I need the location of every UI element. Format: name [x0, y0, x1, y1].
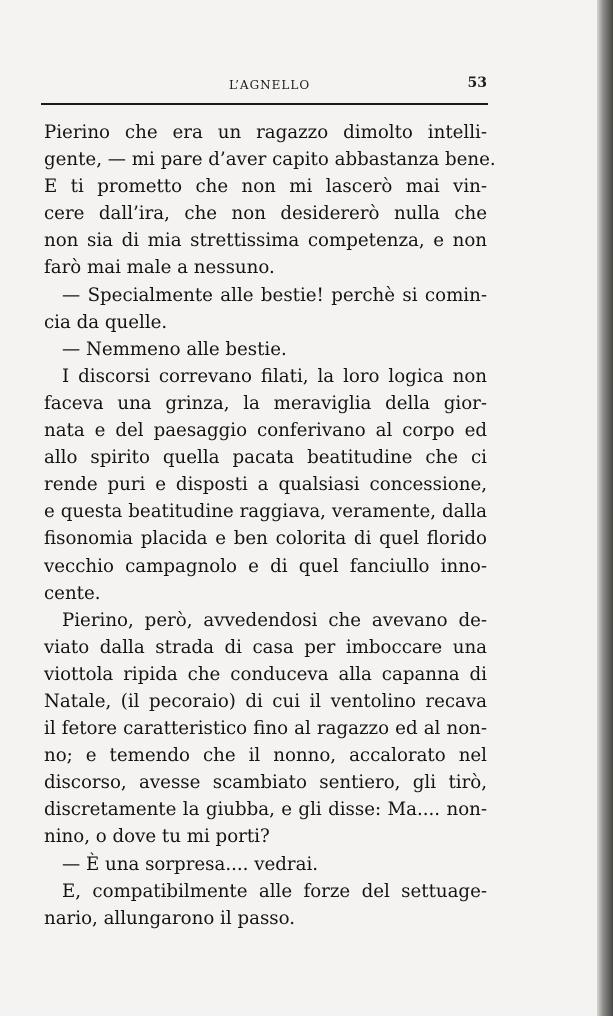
text-line: E ti prometto che non mi lascerò mai vin- — [44, 176, 487, 198]
text-line: allo spirito quella pacata beatitudine che ci — [44, 447, 487, 469]
text-line: viato dalla strada di casa per imboccare una — [44, 636, 487, 658]
header-rule — [41, 103, 488, 105]
text-line: E, compatibilmente alle forze del settuage- — [62, 880, 487, 902]
text-line: cente. — [44, 582, 101, 604]
text-line: gente, — mi pare d’aver capito abbastanza bene. — [44, 149, 496, 171]
text-line: e questa beatitudine raggiava, veramente, dalla — [44, 501, 487, 523]
text-line: viottola ripida che conduceva alla capanna di — [44, 663, 487, 685]
text-line: vecchio campagnolo e di quel fanciullo inno- — [44, 555, 487, 577]
text-line: — Nemmeno alle bestie. — [62, 338, 287, 360]
text-line: Natale, (il pecoraio) di cui il ventolino recava — [44, 690, 487, 712]
text-line: — È una sorpresa.... vedrai. — [62, 853, 319, 875]
text-line: discretamente la giubba, e gli disse: Ma.... non- — [44, 799, 487, 821]
text-line: fisonomia placida e ben colorita di quel florido — [44, 528, 487, 550]
text-line: discorso, avesse scambiato sentiero, gli tirò, — [44, 772, 487, 794]
text-line: farò mai male a nessuno. — [44, 257, 275, 279]
page-number: 53 — [467, 75, 487, 91]
text-line: non sia di mia strettissima competenza, e non — [44, 230, 487, 252]
text-line: Pierino che era un ragazzo dimolto intelli- — [44, 122, 487, 143]
text-line: il fetore caratteristico fino al ragazzo ed al non- — [44, 718, 487, 740]
page-header — [44, 66, 487, 96]
page-gutter-edge — [597, 0, 613, 1016]
text-line: nata e del paesaggio conferivano al corpo ed — [44, 420, 487, 442]
running-title: L’AGNELLO — [229, 78, 311, 92]
text-line: nario, allungarono il passo. — [44, 907, 296, 929]
text-line: — Specialmente alle bestie! perchè si comin- — [62, 284, 487, 306]
text-line: cere dall’ira, che non desidererò nulla che — [44, 203, 487, 225]
text-line: faceva una grinza, la meraviglia della gior- — [44, 392, 487, 414]
text-line: no; e temendo che il nonno, accalorato nel — [44, 745, 487, 767]
text-line: I discorsi correvano filati, la loro logica non — [62, 365, 487, 387]
text-line: rende puri e disposti a qualsiasi concessione, — [44, 474, 487, 496]
text-line: nino, o dove tu mi porti? — [44, 826, 270, 848]
text-line: cia da quelle. — [44, 311, 168, 333]
text-line: Pierino, però, avvedendosi che avevano de- — [62, 609, 487, 631]
body-text — [44, 119, 496, 932]
